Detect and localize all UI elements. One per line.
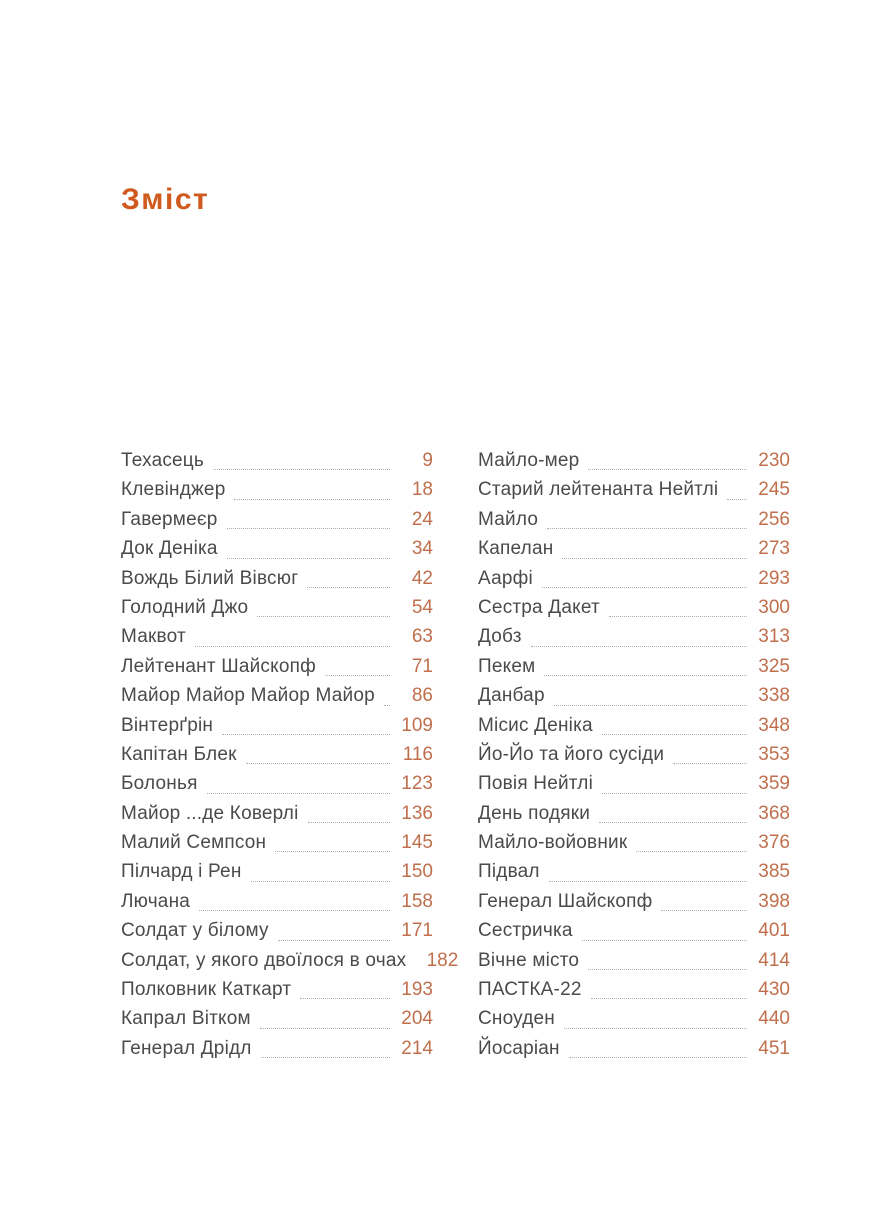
chapter-title: Старий лейтенанта Нейтлі: [478, 479, 719, 501]
chapter-title: Данбар: [478, 685, 545, 707]
chapter-title: Майло: [478, 508, 539, 530]
toc-entry: [121, 857, 433, 886]
chapter-page-number: 214: [401, 1037, 433, 1059]
toc-entry: [478, 711, 790, 740]
chapter-title: Полковник Каткарт: [121, 979, 292, 1001]
dot-leader: [564, 1028, 747, 1029]
chapter-page-number: 385: [758, 861, 790, 883]
chapter-page-number: 325: [758, 655, 790, 677]
chapter-title: Док Деніка: [121, 538, 218, 560]
chapter-title: День подяки: [478, 802, 591, 824]
chapter-page-number: 414: [758, 949, 790, 971]
chapter-page-number: 313: [758, 626, 790, 648]
dot-leader: [325, 675, 390, 676]
chapter-page-number: 401: [758, 920, 790, 942]
chapter-page-number: 430: [758, 979, 790, 1001]
chapter-title: Капітан Блек: [121, 743, 237, 765]
chapter-page-number: 245: [758, 479, 790, 501]
chapter-title: Лейтенант Шайскопф: [121, 655, 316, 677]
chapter-title: Аарфі: [478, 567, 533, 589]
toc-entry: [478, 622, 790, 651]
toc-entry: [121, 1004, 433, 1033]
dot-leader: [260, 1028, 390, 1029]
chapter-page-number: 256: [758, 508, 790, 530]
chapter-title: Пілчард і Рен: [121, 861, 242, 883]
chapter-page-number: 63: [411, 626, 433, 648]
toc-entry: [121, 593, 433, 622]
toc-entry: [478, 446, 790, 475]
chapter-page-number: 338: [758, 685, 790, 707]
dot-leader: [199, 910, 390, 911]
chapter-title: Капелан: [478, 538, 554, 560]
chapter-page-number: 86: [411, 685, 433, 707]
chapter-title: Майор Майор Майор Майор: [121, 685, 375, 707]
dot-leader: [307, 587, 390, 588]
dot-leader: [227, 528, 391, 529]
chapter-title: ПАСТКА-22: [478, 979, 582, 1001]
dot-leader: [588, 469, 747, 470]
dot-leader: [195, 646, 390, 647]
chapter-title: Пекем: [478, 655, 536, 677]
chapter-page-number: 293: [758, 567, 790, 589]
chapter-page-number: 116: [402, 743, 433, 765]
toc-entry: [121, 505, 433, 534]
page-title: Зміст: [121, 183, 210, 216]
toc-entry: [121, 887, 433, 916]
chapter-page-number: 34: [411, 538, 433, 560]
dot-leader: [673, 763, 747, 764]
toc-entry: [121, 681, 433, 710]
chapter-page-number: 42: [411, 567, 433, 589]
chapter-page-number: 348: [758, 714, 790, 736]
chapter-page-number: 353: [758, 743, 790, 765]
toc-entry: [478, 857, 790, 886]
chapter-page-number: 376: [758, 832, 790, 854]
toc-entry: [478, 887, 790, 916]
chapter-title: Маквот: [121, 626, 186, 648]
dot-leader: [544, 675, 747, 676]
chapter-title: Йо-Йо та його сусіди: [478, 743, 665, 765]
dot-leader: [278, 940, 390, 941]
chapter-title: Повія Нейтлі: [478, 773, 593, 795]
dot-leader: [591, 998, 747, 999]
toc-entry: [121, 475, 433, 504]
dot-leader: [602, 734, 747, 735]
dot-leader: [602, 793, 747, 794]
chapter-page-number: 359: [758, 773, 790, 795]
chapter-title: Вінтерґрін: [121, 714, 214, 736]
dot-leader: [308, 822, 390, 823]
dot-leader: [547, 528, 747, 529]
toc-entry: [121, 1034, 433, 1063]
dot-leader: [531, 646, 747, 647]
toc-entry: [478, 564, 790, 593]
toc-entry: [478, 946, 790, 975]
chapter-title: Майло-войовник: [478, 832, 628, 854]
dot-leader: [588, 969, 747, 970]
chapter-page-number: 18: [411, 479, 433, 501]
chapter-title: Майор ...де Коверлі: [121, 802, 299, 824]
toc-entry: [478, 534, 790, 563]
toc-entry: [121, 622, 433, 651]
chapter-page-number: 158: [401, 890, 433, 912]
toc-entry: [121, 740, 433, 769]
dot-leader: [549, 881, 747, 882]
dot-leader: [246, 763, 390, 764]
dot-leader: [207, 793, 390, 794]
chapter-title: Лючана: [121, 890, 191, 912]
chapter-title: Гавермеєр: [121, 508, 218, 530]
dot-leader: [251, 881, 390, 882]
chapter-title: Генерал Шайскопф: [478, 890, 653, 912]
toc-entry: [478, 740, 790, 769]
chapter-page-number: 171: [401, 920, 433, 942]
chapter-page-number: 9: [422, 450, 433, 471]
toc-entry: [478, 652, 790, 681]
toc-entry: [478, 799, 790, 828]
dot-leader: [384, 705, 390, 706]
dot-leader: [609, 616, 747, 617]
chapter-title: Сестра Дакет: [478, 596, 600, 618]
dot-leader: [261, 1057, 390, 1058]
chapter-title: Техасець: [121, 450, 204, 471]
chapter-page-number: 398: [758, 890, 790, 912]
chapter-page-number: 123: [401, 773, 433, 795]
chapter-title: Майло-мер: [478, 450, 580, 471]
dot-leader: [300, 998, 390, 999]
dot-leader: [222, 734, 390, 735]
chapter-title: Солдат, у якого двоїлося в очах: [121, 949, 407, 971]
toc-entry: [121, 564, 433, 593]
chapter-title: Болонья: [121, 773, 198, 795]
dot-leader: [562, 558, 747, 559]
chapter-page-number: 451: [758, 1037, 790, 1059]
chapter-page-number: 440: [758, 1008, 790, 1030]
toc-entry: [121, 975, 433, 1004]
chapter-page-number: 150: [401, 861, 433, 883]
dot-leader: [227, 558, 390, 559]
chapter-page-number: 71: [411, 655, 433, 677]
dot-leader: [234, 499, 390, 500]
chapter-title: Вічне місто: [478, 949, 580, 971]
chapter-page-number: 182: [426, 949, 459, 971]
chapter-page-number: 204: [401, 1008, 433, 1030]
toc-entry: [478, 828, 790, 857]
chapter-title: Йосаріан: [478, 1037, 560, 1059]
chapter-page-number: 230: [758, 450, 790, 471]
chapter-title: Місис Деніка: [478, 714, 593, 736]
dot-leader: [727, 499, 747, 500]
chapter-title: Малий Семпсон: [121, 832, 267, 854]
dot-leader: [599, 822, 747, 823]
chapter-title: Капрал Вітком: [121, 1008, 251, 1030]
chapter-title: Сноуден: [478, 1008, 555, 1030]
chapter-title: Генерал Дрідл: [121, 1037, 252, 1059]
dot-leader: [661, 910, 747, 911]
dot-leader: [257, 616, 390, 617]
toc-entry: [121, 769, 433, 798]
chapter-page-number: 109: [401, 714, 433, 736]
dot-leader: [213, 469, 390, 470]
dot-leader: [636, 851, 747, 852]
dot-leader: [542, 587, 747, 588]
toc-entry: [121, 828, 433, 857]
toc-entry: [121, 446, 433, 475]
toc-column-left: [121, 446, 459, 1063]
chapter-page-number: 273: [758, 538, 790, 560]
dot-leader: [554, 705, 747, 706]
chapter-title: Вождь Білий Вівсюг: [121, 567, 299, 589]
toc-entry: [121, 711, 433, 740]
dot-leader: [569, 1057, 747, 1058]
toc-entry: [478, 769, 790, 798]
dot-leader: [275, 851, 390, 852]
toc-entry: [478, 593, 790, 622]
toc-entry: [121, 916, 433, 945]
chapter-page-number: 24: [411, 508, 433, 530]
chapter-page-number: 145: [401, 832, 433, 854]
chapter-title: Підвал: [478, 861, 540, 883]
chapter-page-number: 368: [758, 802, 790, 824]
chapter-page-number: 193: [401, 979, 433, 1001]
toc-entry: [121, 946, 459, 975]
chapter-page-number: 54: [411, 596, 433, 618]
toc-entry: [121, 652, 433, 681]
toc-entry: [478, 975, 790, 1004]
toc-entry: [478, 1004, 790, 1033]
chapter-page-number: 300: [758, 596, 790, 618]
chapter-title: Клевінджер: [121, 479, 226, 501]
toc-columns: [121, 446, 790, 1063]
chapter-page-number: 136: [401, 802, 433, 824]
toc-entry: [121, 799, 433, 828]
toc-entry: [478, 916, 790, 945]
toc-entry: [478, 1034, 790, 1063]
toc-entry: [478, 505, 790, 534]
toc-entry: [478, 681, 790, 710]
toc-entry: [121, 534, 433, 563]
chapter-title: Добз: [478, 626, 522, 648]
toc-column-right: [478, 446, 790, 1063]
dot-leader: [582, 940, 747, 941]
chapter-title: Голодний Джо: [121, 596, 249, 618]
toc-entry: [478, 475, 790, 504]
chapter-title: Солдат у білому: [121, 920, 269, 942]
chapter-title: Сестричка: [478, 920, 573, 942]
